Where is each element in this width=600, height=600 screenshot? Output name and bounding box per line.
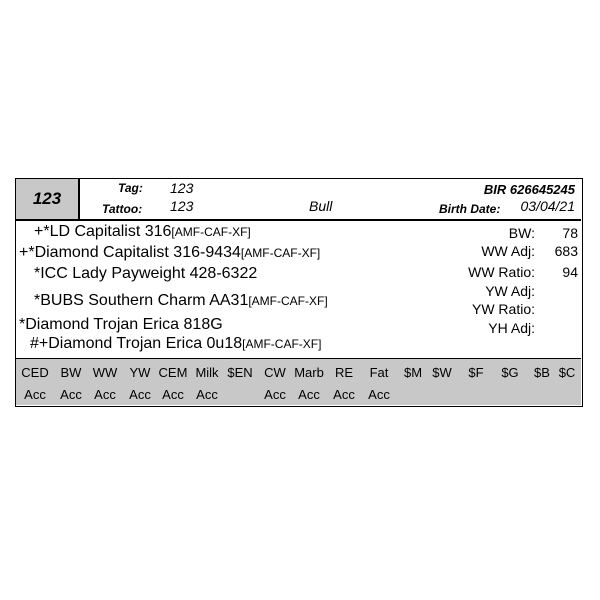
epd-header-b: $B (534, 365, 550, 380)
epd-header-ced: CED (21, 365, 49, 380)
epd-table (16, 358, 581, 405)
registration-number: BIR 626645245 (483, 182, 575, 197)
epd-header-yw: YW (129, 365, 151, 380)
pedigree-reg: [AMF-CAF-XF] (171, 225, 251, 239)
pedigree-dam (19, 316, 223, 334)
pedigree-name: +*Diamond Capitalist 316-9434 (19, 244, 241, 261)
pedigree-dam-dam (30, 335, 321, 353)
epd-header-f: $F (468, 365, 484, 380)
epd-acc-bw: Acc (60, 387, 82, 402)
tag-value: 123 (170, 180, 194, 196)
pedigree-sire-sire (34, 223, 251, 241)
pedigree-dam-sire (34, 292, 328, 310)
pedigree-sire-dam (34, 265, 257, 283)
tattoo-value: 123 (170, 198, 194, 214)
stat-label-ww-ratio: WW Ratio: (468, 264, 535, 280)
pedigree-sire (19, 244, 320, 262)
epd-header-marb: Marb (294, 365, 324, 380)
epd-header-cw: CW (264, 365, 286, 380)
stat-label-ww-adj: WW Adj: (481, 243, 535, 259)
lot-card (15, 178, 583, 407)
epd-header-m: $M (403, 365, 423, 380)
birth-date-label: Birth Date: (439, 202, 501, 216)
epd-acc-re: Acc (333, 387, 355, 402)
epd-header-en: $EN (227, 365, 253, 380)
epd-acc-ced: Acc (24, 387, 46, 402)
epd-header-ww: WW (92, 365, 118, 380)
tattoo-label: Tattoo: (102, 202, 143, 216)
pedigree-reg: [AMF-CAF-XF] (248, 294, 328, 308)
epd-header-bw: BW (60, 365, 82, 380)
epd-header-g: $G (501, 365, 519, 380)
pedigree-name: *ICC Lady Payweight 428-6322 (34, 265, 258, 282)
epd-acc-cem: Acc (162, 387, 184, 402)
sex-value: Bull (309, 198, 333, 214)
epd-acc-cw: Acc (264, 387, 286, 402)
epd-header-re: RE (334, 365, 354, 380)
stat-label-yw-adj: YW Adj: (485, 283, 535, 299)
pedigree-name: *BUBS Southern Charm AA31 (34, 292, 249, 309)
pedigree-name: *Diamond Trojan Erica 818G (19, 316, 223, 333)
stat-value-ww-adj: 683 (554, 243, 578, 259)
pedigree-name: #+Diamond Trojan Erica 0u18 (30, 335, 243, 352)
stat-value-bw: 78 (562, 225, 578, 241)
epd-header-milk: Milk (195, 365, 219, 380)
epd-header-cem: CEM (158, 365, 188, 380)
epd-acc-milk: Acc (196, 387, 218, 402)
epd-header-w: $W (432, 365, 452, 380)
epd-header-c: $C (558, 365, 576, 380)
epd-acc-ww: Acc (94, 387, 116, 402)
pedigree-name: +*LD Capitalist 316 (34, 223, 172, 240)
epd-header-fat: Fat (369, 365, 389, 380)
stat-label-bw: BW: (508, 225, 535, 241)
pedigree-reg: [AMF-CAF-XF] (240, 246, 321, 260)
epd-acc-fat: Acc (368, 387, 390, 402)
birth-date-value: 03/04/21 (520, 198, 575, 214)
epd-acc-yw: Acc (129, 387, 151, 402)
card-header (16, 179, 581, 221)
stat-label-yw-ratio: YW Ratio: (471, 301, 535, 317)
tag-label: Tag: (118, 181, 143, 195)
epd-acc-marb: Acc (298, 387, 320, 402)
pedigree-reg: [AMF-CAF-XF] (242, 337, 322, 351)
stat-value-ww-ratio: 94 (562, 264, 578, 280)
stat-label-yh-adj: YH Adj: (488, 320, 535, 336)
lot-number: 123 (16, 179, 80, 219)
